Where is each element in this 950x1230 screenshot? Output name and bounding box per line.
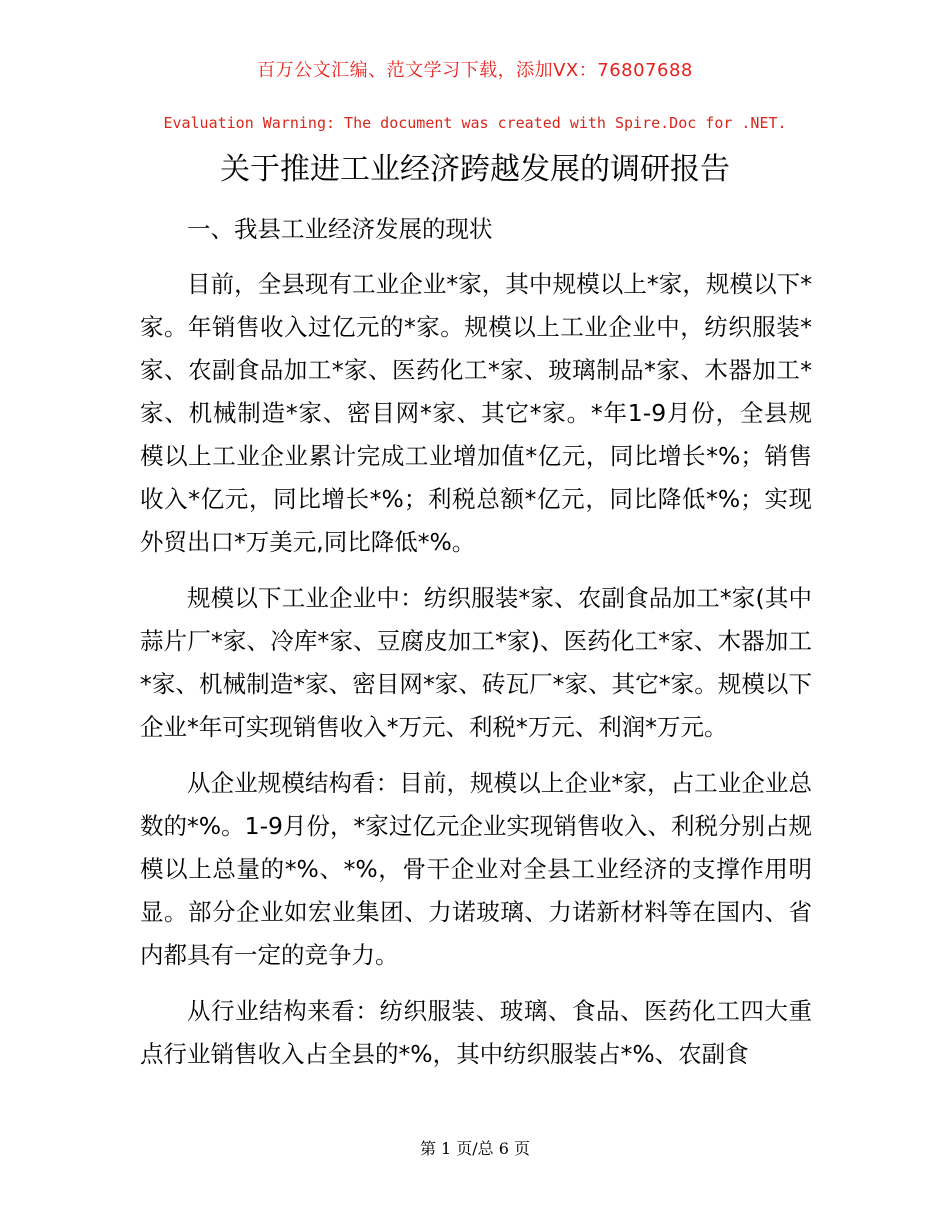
paragraph-2: 规模以下工业企业中：纺织服装*家、农副食品加工*家(其中蒜片厂*家、冷库*家、豆腐皮加工*家)、医药化工*家、木器加工*家、机械制造*家、密目网*家、砖瓦厂*家、其它*家。规模以下企业*年可实现销售收入*万元、利税*万元、利润*万元。 (140, 584, 812, 741)
page-number: 第 1 页/总 6 页 (419, 1139, 531, 1158)
promo-header: 百万公文汇编、范文学习下载，添加VX：76807688 (257, 60, 693, 81)
paragraph-1: 目前，全县现有工业企业*家，其中规模以上*家，规模以下*家。年销售收入过亿元的*家。规模以上工业企业中，纺织服装*家、农副食品加工*家、医药化工*家、玻璃制品*家、木器加工*家、机械制造*家、密目网*家、其它*家。*年1-9月份，全县规模以上工业企业累计完成工业增加值*亿元，同比增长*%；销售收入*亿元，同比增长*%；利税总额*亿元，同比降低*%；实现外贸出口*万美元,同比降低*%。 (140, 270, 812, 556)
section-heading: 一、我县工业经济发展的现状 (187, 215, 493, 243)
evaluation-warning: Evaluation Warning: The document was created with Spire.Doc for .NET. (163, 114, 787, 132)
paragraph-3: 从企业规模结构看：目前，规模以上企业*家，占工业企业总数的*%。1-9月份，*家过亿元企业实现销售收入、利税分别占规模以上总量的*%、*%，骨干企业对全县工业经济的支撑作用明显。部分企业如宏业集团、力诺玻璃、力诺新材料等在国内、省内都具有一定的竞争力。 (140, 769, 812, 969)
document-body (140, 208, 812, 1089)
document-title: 关于推进工业经济跨越发展的调研报告 (220, 152, 730, 187)
paragraph-4: 从行业结构来看：纺织服装、玻璃、食品、医药化工四大重点行业销售收入占全县的*%，其中纺织服装占*%、农副食 (140, 997, 812, 1068)
